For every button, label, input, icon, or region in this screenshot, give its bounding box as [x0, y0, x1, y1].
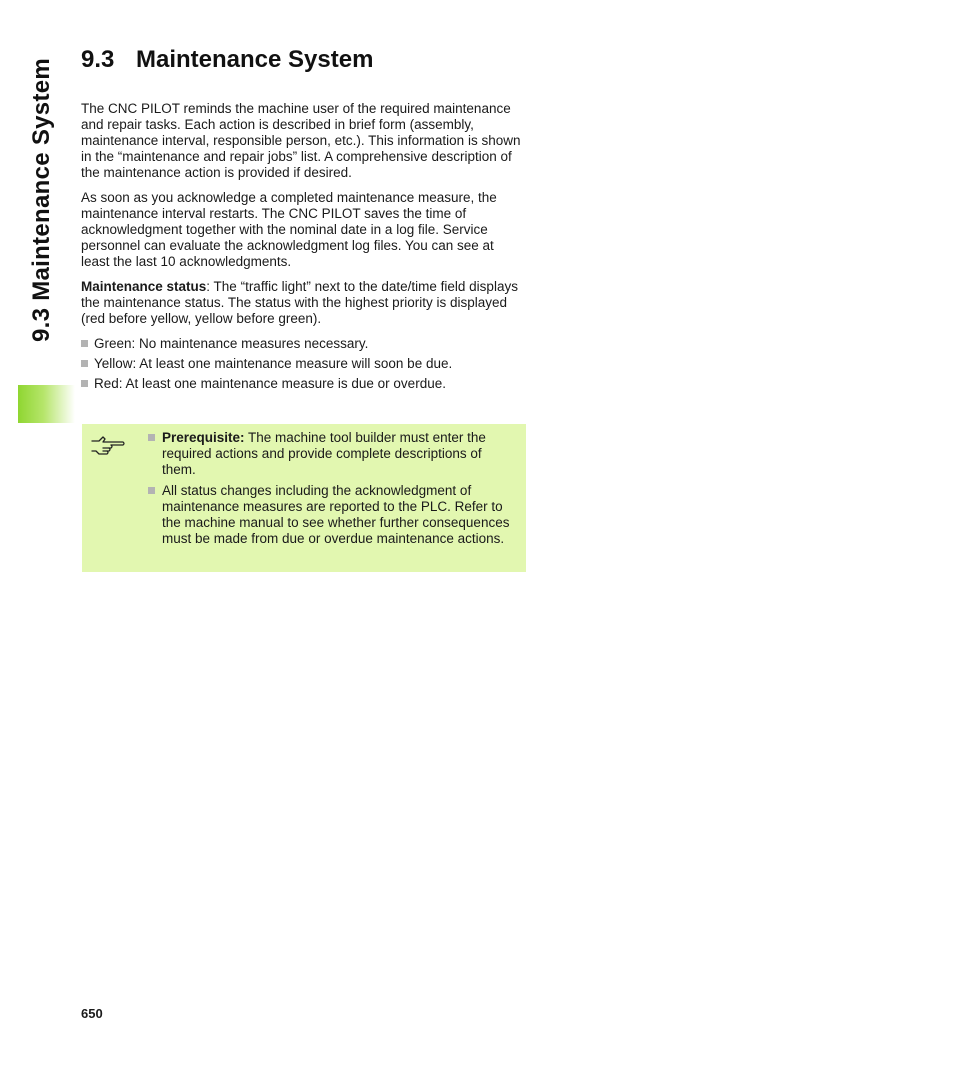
note-box [82, 424, 526, 572]
status-paragraph [81, 279, 526, 327]
section-heading [81, 46, 373, 74]
note-item-label: Prerequisite: [162, 430, 245, 445]
status-list [81, 336, 526, 392]
status-text: : The “traffic light” next to the date/time field displays the maintenance status. The status with the highest priority is displayed (red before yellow, yellow before green). [81, 279, 518, 326]
list-item [81, 356, 526, 372]
list-item-text: Red: At least one maintenance measure is due or overdue. [94, 376, 446, 391]
chapter-tab-marker [18, 385, 75, 423]
bullet-square-icon [148, 434, 155, 441]
note-list [148, 430, 516, 552]
note-item-text: All status changes including the acknowledgment of maintenance measures are reported to the PLC. Refer to the machine manual to see whether further consequences must be made from due or overdue maintenance actions. [162, 483, 510, 546]
pointing-hand-icon [90, 432, 126, 458]
status-label: Maintenance status [81, 279, 207, 294]
section-title: Maintenance System [136, 46, 374, 73]
bullet-square-icon [81, 340, 88, 347]
page-number: 650 [81, 1006, 103, 1021]
list-item [81, 336, 526, 352]
side-chapter-title-text: 9.3 Maintenance System [28, 57, 55, 343]
list-item-text: Yellow: At least one maintenance measure will soon be due. [94, 356, 453, 371]
note-item [148, 430, 516, 478]
section-number: 9.3 [81, 46, 115, 73]
bullet-square-icon [148, 487, 155, 494]
bullet-square-icon [81, 380, 88, 387]
note-item [148, 483, 516, 547]
body-content [81, 101, 526, 396]
note-item-text: The machine tool builder must enter the required actions and provide complete descriptions of them. [162, 430, 486, 477]
acknowledge-paragraph: As soon as you acknowledge a completed maintenance measure, the maintenance interval restarts. The CNC PILOT saves the time of acknowledgment together with the nominal date in a log file. Service personnel can evaluate the acknowledgment log files. You can see at least the last 10 acknowledgments. [81, 190, 497, 269]
list-item [81, 376, 526, 392]
list-item-text: Green: No maintenance measures necessary. [94, 336, 369, 351]
bullet-square-icon [81, 360, 88, 367]
intro-paragraph: The CNC PILOT reminds the machine user of the required maintenance and repair tasks. Each action is described in brief form (assembly, maintenance interval, responsible person, etc.). This information is shown in the “maintenance and repair jobs” list. A comprehensive description of the maintenance action is provided if desired. [81, 101, 521, 180]
side-chapter-title [22, 40, 62, 360]
